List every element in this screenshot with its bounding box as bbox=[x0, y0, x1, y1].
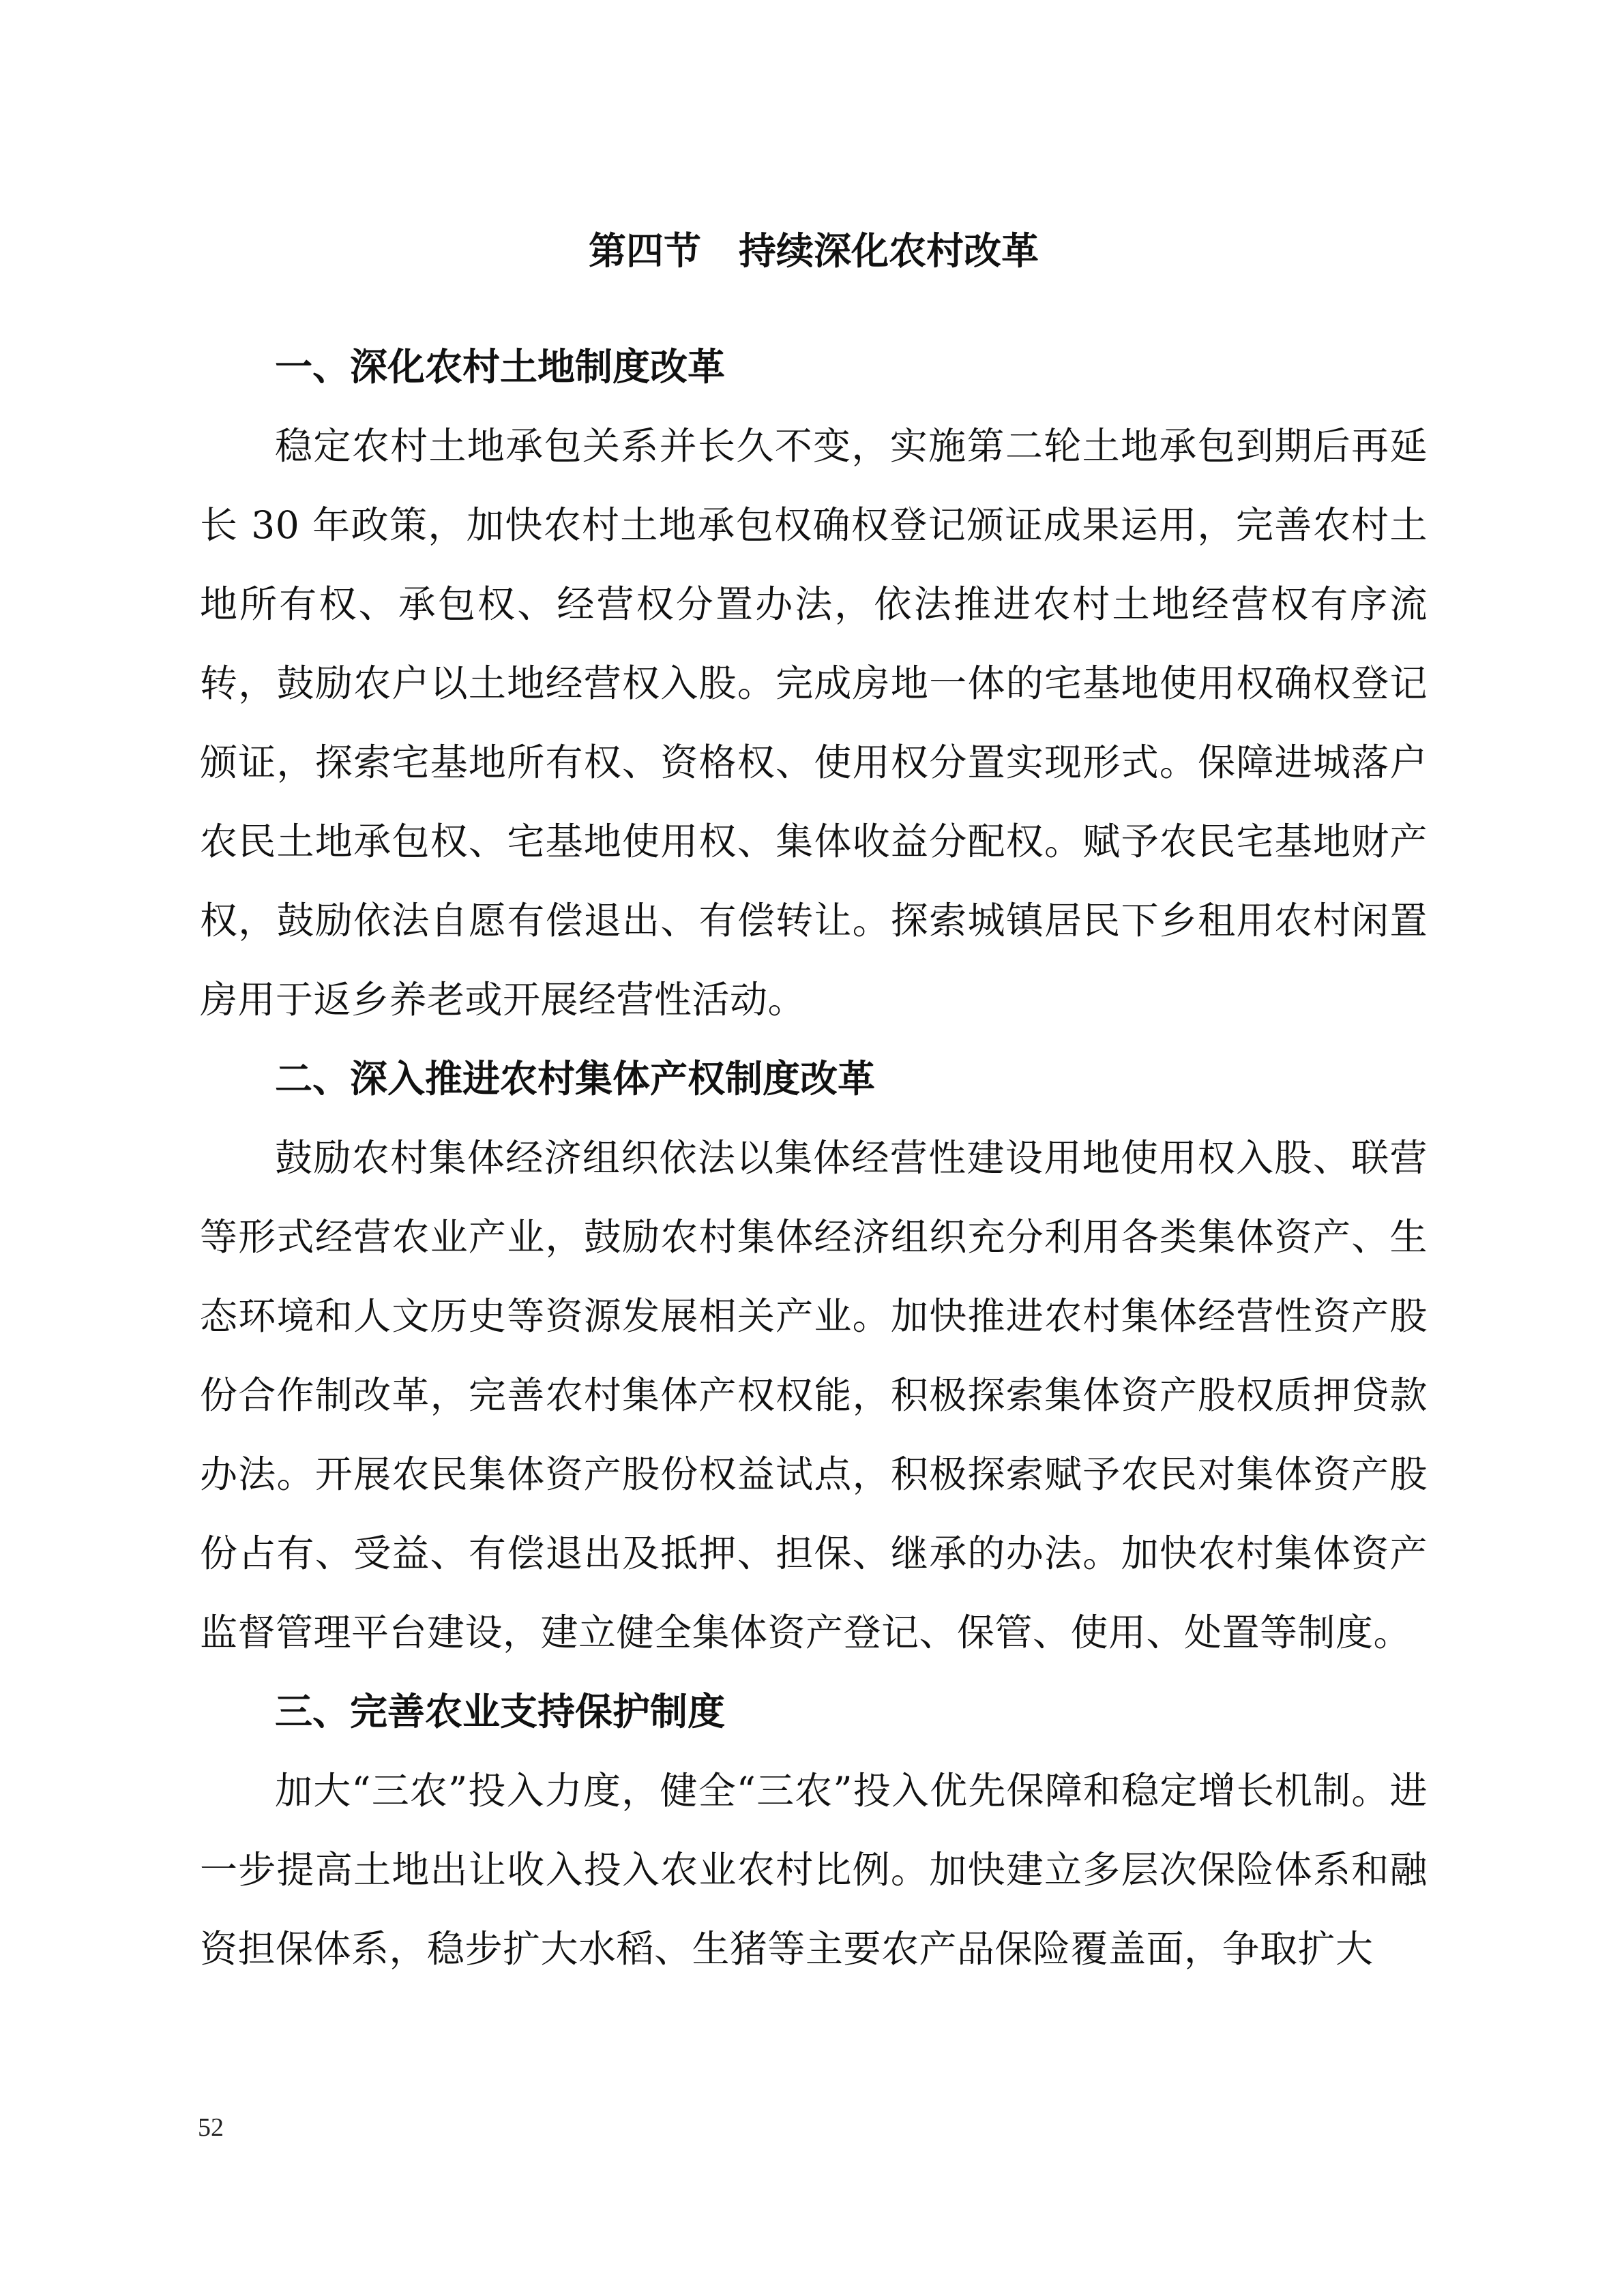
section-paragraph-3: 加大“三农”投入力度，健全“三农”投入优先保障和稳定增长机制。进一步提高土地出让收入投入农业农村比例。加快建立多层次保险体系和融资担保体系，稳步扩大水稻、生猪等主要农产品保险覆盖面，争取扩大 bbox=[200, 1769, 1428, 1971]
section-paragraph-2: 鼓励农村集体经济组织依法以集体经营性建设用地使用权入股、联营等形式经营农业产业，鼓励农村集体经济组织充分利用各类集体资产、生态环境和人文历史等资源发展相关产业。加快推进农村集体经营性资产股份合作制改革，完善农村集体产权权能，积极探索集体资产股权质押贷款办法。开展农民集体资产股份权益试点，积极探索赋予农民对集体资产股份占有、受益、有偿退出及抵押、担保、继承的办法。加快农村集体资产监督管理平台建设，建立健全集体资产登记、保管、使用、处置等制度。 bbox=[200, 1136, 1428, 1654]
section-paragraph-1: 稳定农村土地承包关系并长久不变，实施第二轮土地承包到期后再延长 30 年政策，加快农村土地承包权确权登记颁证成果运用，完善农村土地所有权、承包权、经营权分置办法，依法推进农村土地经营权有序流转，鼓励农户以土地经营权入股。完成房地一体的宅基地使用权确权登记颁证，探索宅基地所有权、资格权、使用权分置实现形式。保障进城落户农民土地承包权、宅基地使用权、集体收益分配权。赋予农民宅基地财产权，鼓励依法自愿有偿退出、有偿转让。探索城镇居民下乡租用农村闲置房用于返乡养老或开展经营性活动。 bbox=[200, 424, 1428, 1022]
section-title: 第四节 持续深化农村改革 bbox=[588, 229, 1039, 273]
section-heading-3: 三、完善农业支持保护制度 bbox=[275, 1690, 726, 1733]
page-number: 52 bbox=[198, 2113, 224, 2142]
document-body bbox=[200, 217, 1428, 1988]
section-heading-1: 一、深化农村土地制度改革 bbox=[275, 345, 726, 389]
section-heading-2: 二、深入推进农村集体产权制度改革 bbox=[275, 1057, 876, 1101]
